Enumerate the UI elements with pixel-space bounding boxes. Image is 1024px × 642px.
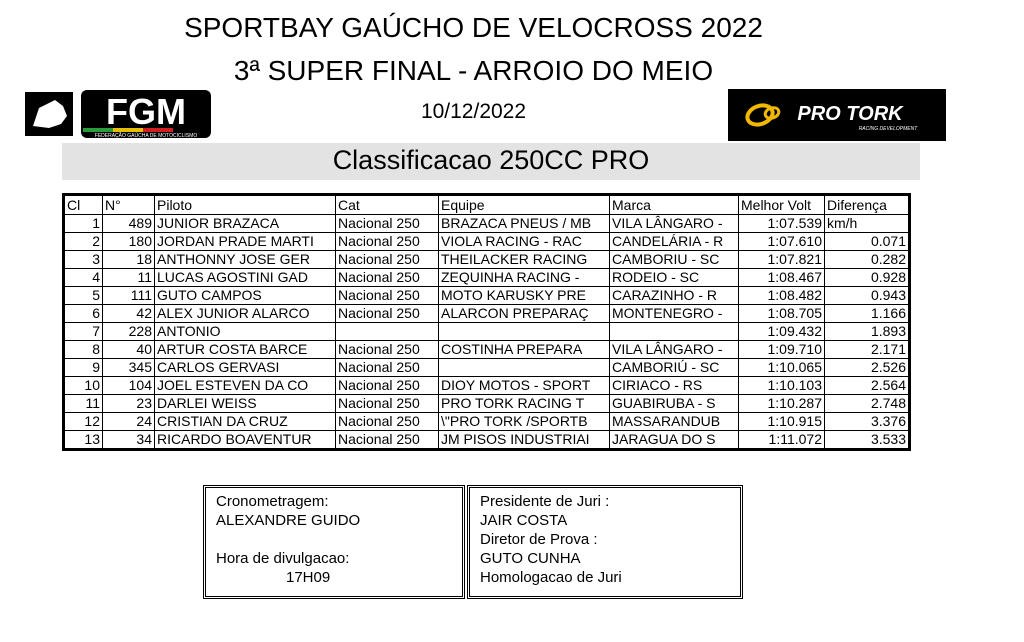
fgm-logo-text: FGM	[106, 91, 186, 132]
table-header-row	[64, 195, 910, 215]
cell-diferenca: 2.526	[825, 359, 910, 377]
cell-cat: Nacional 250	[336, 233, 439, 251]
cell-melhor-volta: 1:07.821	[739, 251, 825, 269]
cell-number: 34	[103, 431, 155, 450]
cell-marca	[610, 323, 739, 341]
cell-equipe: \"PRO TORK /SPORTB	[439, 413, 610, 431]
cell-marca: CAMBORIÚ - SC	[610, 359, 739, 377]
cell-number: 180	[103, 233, 155, 251]
table-row	[64, 377, 910, 395]
col-header-piloto: Piloto	[155, 195, 336, 215]
cell-marca: VILA LÂNGARO -	[610, 341, 739, 359]
col-header-diferenca: Diferença	[825, 195, 910, 215]
cronometragem-label: Cronometragem:	[216, 493, 329, 510]
cell-melhor-volta: 1:10.915	[739, 413, 825, 431]
cell-marca: RODEIO - SC	[610, 269, 739, 287]
cell-cl: 10	[64, 377, 103, 395]
table-row	[64, 287, 910, 305]
cell-marca: MONTENEGRO -	[610, 305, 739, 323]
cell-diferenca: km/h	[825, 215, 910, 233]
cell-melhor-volta: 1:10.103	[739, 377, 825, 395]
col-header-melhor-volta: Melhor Volt	[739, 195, 825, 215]
cell-marca: CARAZINHO - R	[610, 287, 739, 305]
table-row	[64, 269, 910, 287]
cell-melhor-volta: 1:07.539	[739, 215, 825, 233]
cell-piloto: GUTO CAMPOS	[155, 287, 336, 305]
cell-piloto: CRISTIAN DA CRUZ	[155, 413, 336, 431]
cell-cat: Nacional 250	[336, 395, 439, 413]
col-header-number: N°	[103, 195, 155, 215]
cell-diferenca: 3.376	[825, 413, 910, 431]
cell-marca: VILA LÂNGARO -	[610, 215, 739, 233]
cell-diferenca: 0.928	[825, 269, 910, 287]
cell-cat: Nacional 250	[336, 413, 439, 431]
cell-number: 489	[103, 215, 155, 233]
diretor-name: GUTO CUNHA	[480, 550, 581, 567]
cell-melhor-volta: 1:10.287	[739, 395, 825, 413]
cell-cl: 7	[64, 323, 103, 341]
cell-diferenca: 1.893	[825, 323, 910, 341]
cell-diferenca: 0.943	[825, 287, 910, 305]
fgm-logo	[25, 88, 215, 140]
timing-box	[203, 485, 465, 599]
cell-equipe: ZEQUINHA RACING -	[439, 269, 610, 287]
event-subtitle: 3ª SUPER FINAL - ARROIO DO MEIO	[233, 55, 714, 86]
cell-number: 111	[103, 287, 155, 305]
results-table	[62, 193, 911, 451]
cell-melhor-volta: 1:09.432	[739, 323, 825, 341]
cell-cl: 8	[64, 341, 103, 359]
cell-cat	[336, 323, 439, 341]
cell-number: 24	[103, 413, 155, 431]
table-row	[64, 431, 910, 450]
cell-melhor-volta: 1:11.072	[739, 431, 825, 450]
cell-cl: 5	[64, 287, 103, 305]
cell-piloto: ANTONIO	[155, 323, 336, 341]
cell-equipe: COSTINHA PREPARA	[439, 341, 610, 359]
cell-melhor-volta: 1:10.065	[739, 359, 825, 377]
cell-cl: 13	[64, 431, 103, 450]
cell-equipe: THEILACKER RACING	[439, 251, 610, 269]
cell-melhor-volta: 1:07.610	[739, 233, 825, 251]
table-row	[64, 305, 910, 323]
cell-piloto: JUNIOR BRAZACA	[155, 215, 336, 233]
cell-piloto: ALEX JUNIOR ALARCO	[155, 305, 336, 323]
table-row	[64, 323, 910, 341]
col-header-cat: Cat	[336, 195, 439, 215]
cronometragem-name: ALEXANDRE GUIDO	[216, 512, 361, 529]
cell-piloto: ARTUR COSTA BARCE	[155, 341, 336, 359]
cell-number: 228	[103, 323, 155, 341]
cell-piloto: LUCAS AGOSTINI GAD	[155, 269, 336, 287]
presidente-name: JAIR COSTA	[480, 512, 568, 529]
cell-number: 42	[103, 305, 155, 323]
cell-number: 345	[103, 359, 155, 377]
cell-cat: Nacional 250	[336, 359, 439, 377]
cell-cl: 2	[64, 233, 103, 251]
cell-cl: 11	[64, 395, 103, 413]
cell-piloto: DARLEI WEISS	[155, 395, 336, 413]
cell-cl: 3	[64, 251, 103, 269]
classification-title: Classificacao 250CC PRO	[332, 145, 650, 175]
cell-equipe: DIOY MOTOS - SPORT	[439, 377, 610, 395]
cell-piloto: ANTHONNY JOSE GER	[155, 251, 336, 269]
presidente-label: Presidente de Juri :	[480, 493, 610, 510]
col-header-equipe: Equipe	[439, 195, 610, 215]
table-row	[64, 395, 910, 413]
protork-logo	[728, 89, 946, 141]
cell-equipe	[439, 359, 610, 377]
table-row	[64, 215, 910, 233]
cell-diferenca: 3.533	[825, 431, 910, 450]
cell-marca: CAMBORIU - SC	[610, 251, 739, 269]
cell-equipe: MOTO KARUSKY PRE	[439, 287, 610, 305]
cell-marca: MASSARANDUB	[610, 413, 739, 431]
cell-diferenca: 0.282	[825, 251, 910, 269]
hora-value: 17H09	[286, 569, 331, 586]
cell-diferenca: 2.171	[825, 341, 910, 359]
cell-marca: JARAGUA DO S	[610, 431, 739, 450]
cell-cat: Nacional 250	[336, 269, 439, 287]
cell-piloto: JORDAN PRADE MARTI	[155, 233, 336, 251]
cell-diferenca: 2.748	[825, 395, 910, 413]
cell-cat: Nacional 250	[336, 377, 439, 395]
cell-melhor-volta: 1:08.705	[739, 305, 825, 323]
cell-piloto: JOEL ESTEVEN DA CO	[155, 377, 336, 395]
homologacao-label: Homologacao de Juri	[480, 569, 622, 586]
col-header-marca: Marca	[610, 195, 739, 215]
table-row	[64, 359, 910, 377]
cell-melhor-volta: 1:08.467	[739, 269, 825, 287]
table-row	[64, 233, 910, 251]
hora-label: Hora de divulgacao:	[216, 550, 350, 567]
cell-cat: Nacional 250	[336, 215, 439, 233]
cell-equipe	[439, 323, 610, 341]
col-header-cl: Cl	[64, 195, 103, 215]
cell-equipe: BRAZACA PNEUS / MB	[439, 215, 610, 233]
cell-marca: GUABIRUBA - S	[610, 395, 739, 413]
cell-cat: Nacional 250	[336, 431, 439, 450]
cell-melhor-volta: 1:08.482	[739, 287, 825, 305]
diretor-label: Diretor de Prova :	[480, 531, 598, 548]
cell-equipe: VIOLA RACING - RAC	[439, 233, 610, 251]
protork-logo-text: PRO TORK	[797, 103, 903, 125]
cell-number: 104	[103, 377, 155, 395]
cell-cl: 4	[64, 269, 103, 287]
table-row	[64, 413, 910, 431]
protork-logo-caption: RACING DEVELOPMENT	[858, 126, 918, 132]
cell-number: 23	[103, 395, 155, 413]
cell-piloto: CARLOS GERVASI	[155, 359, 336, 377]
cell-cat: Nacional 250	[336, 287, 439, 305]
table-row	[64, 341, 910, 359]
cell-number: 18	[103, 251, 155, 269]
cell-diferenca: 2.564	[825, 377, 910, 395]
cell-diferenca: 0.071	[825, 233, 910, 251]
cell-melhor-volta: 1:09.710	[739, 341, 825, 359]
cell-number: 40	[103, 341, 155, 359]
cell-number: 11	[103, 269, 155, 287]
cell-cl: 6	[64, 305, 103, 323]
cell-equipe: ALARCON PREPARAÇ	[439, 305, 610, 323]
jury-box	[467, 485, 743, 599]
cell-marca: CANDELÁRIA - R	[610, 233, 739, 251]
cell-marca: CIRIACO - RS	[610, 377, 739, 395]
cell-cat: Nacional 250	[336, 305, 439, 323]
cell-cat: Nacional 250	[336, 341, 439, 359]
cell-equipe: JM PISOS INDUSTRIAI	[439, 431, 610, 450]
cell-equipe: PRO TORK RACING T	[439, 395, 610, 413]
cell-diferenca: 1.166	[825, 305, 910, 323]
event-date: 10/12/2022	[420, 100, 527, 123]
cell-cl: 12	[64, 413, 103, 431]
fgm-logo-caption: FEDERAÇÃO GAÚCHA DE MOTOCICLISMO	[94, 133, 198, 139]
cell-cl: 1	[64, 215, 103, 233]
table-row	[64, 251, 910, 269]
cell-piloto: RICARDO BOAVENTUR	[155, 431, 336, 450]
classification-banner	[62, 143, 920, 180]
event-title: SPORTBAY GAÚCHO DE VELOCROSS 2022	[184, 12, 763, 43]
cell-cl: 9	[64, 359, 103, 377]
cell-cat: Nacional 250	[336, 251, 439, 269]
